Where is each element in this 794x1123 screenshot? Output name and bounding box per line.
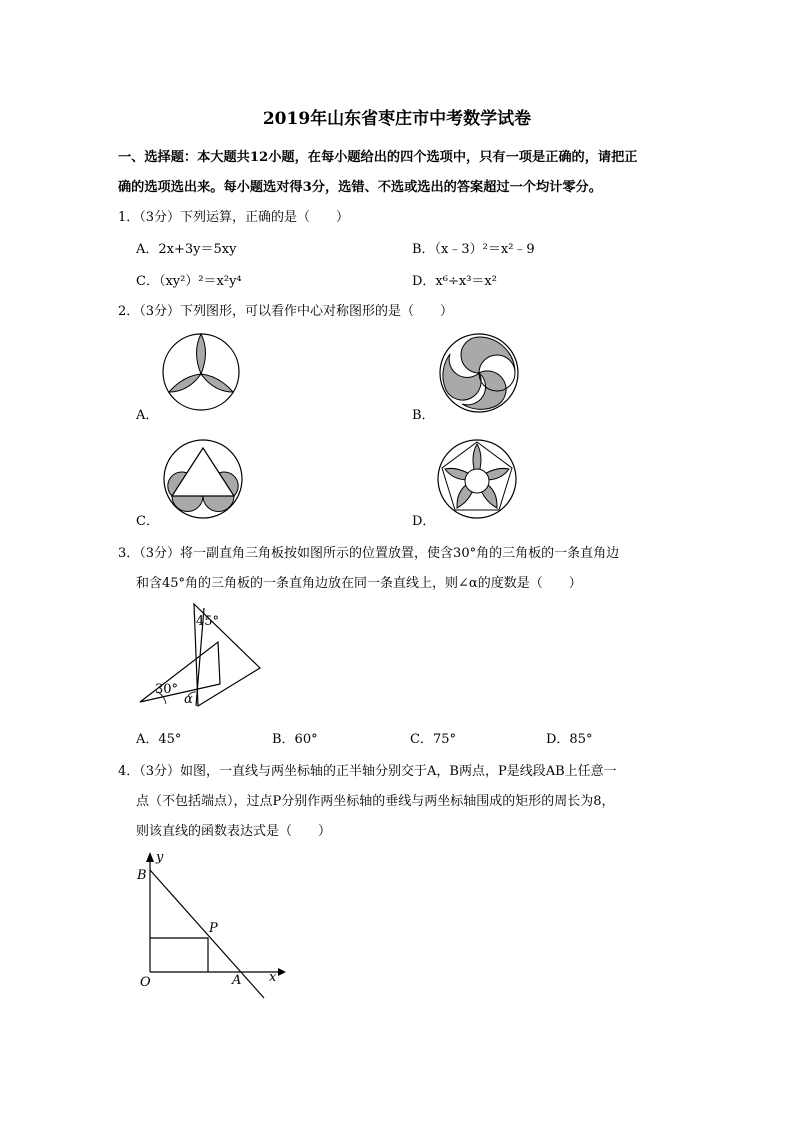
q1-option-c: C．（xy²）²＝x²y⁴ bbox=[136, 274, 242, 289]
section-instructions-line1: 一、选择题：本大题共12小题，在每小题给出的四个选项中，只有一项是正确的，请把正 bbox=[118, 150, 638, 165]
q2-label-a: A． bbox=[136, 408, 159, 423]
q4-stem-line3: 则该直线的函数表达式是（ ） bbox=[136, 824, 332, 839]
section-instructions-line2: 确的选项选出来。每小题选对得3分，选错、不选或选出的答案超过一个均计零分。 bbox=[118, 180, 602, 195]
q1-option-a: A．2x+3y＝5xy bbox=[136, 242, 237, 257]
q2-stem: 2．（3分）下列图形，可以看作中心对称图形的是（ ） bbox=[118, 304, 454, 319]
q2-figure-b bbox=[438, 332, 520, 414]
q2-figure-c bbox=[162, 438, 244, 520]
q4-point-p-label: P bbox=[209, 921, 218, 936]
q3-option-c: C．75° bbox=[410, 732, 456, 747]
q2-label-c: C． bbox=[136, 514, 159, 529]
q3-angle-45-label: 45° bbox=[196, 614, 220, 629]
q3-option-b: B．60° bbox=[272, 732, 318, 747]
q3-stem-line1: 3．（3分）将一副直角三角板按如图所示的位置放置，使含30°角的三角板的一条直角边 bbox=[118, 546, 620, 561]
q3-stem-line2: 和含45°角的三角板的一条直角边放在同一条直线上，则∠α的度数是（ ） bbox=[136, 576, 582, 591]
q2-label-b: B． bbox=[412, 408, 435, 423]
q4-stem-line1: 4．（3分）如图，一直线与两坐标轴的正半轴分别交于A，B两点，P是线段AB上任意一 bbox=[118, 764, 617, 779]
q4-origin-label: O bbox=[140, 975, 151, 990]
q4-stem-line2: 点（不包括端点），过点P分别作两坐标轴的垂线与两坐标轴围成的矩形的周长为8， bbox=[136, 794, 615, 809]
q4-point-a-label: A bbox=[232, 973, 242, 988]
q3-option-a: A．45° bbox=[136, 732, 182, 747]
q2-figure-d bbox=[436, 438, 518, 520]
q2-figure-a bbox=[161, 332, 241, 412]
page-title: 2019年山东省枣庄市中考数学试卷 bbox=[262, 109, 532, 129]
q4-y-axis-label: y bbox=[156, 850, 164, 865]
q1-option-b: B．（x﹣3）²＝x²﹣9 bbox=[412, 242, 535, 257]
q3-option-d: D．85° bbox=[546, 732, 593, 747]
q1-stem: 1．（3分）下列运算，正确的是（ ） bbox=[118, 210, 350, 225]
q3-alpha-label: α bbox=[184, 692, 193, 707]
q1-option-d: D．x⁶÷x³＝x² bbox=[412, 274, 497, 289]
q4-point-b-label: B bbox=[137, 868, 147, 883]
q2-label-d: D． bbox=[412, 514, 436, 529]
q4-x-axis-label: x bbox=[269, 970, 277, 985]
q3-angle-30-label: 30° bbox=[155, 682, 179, 697]
